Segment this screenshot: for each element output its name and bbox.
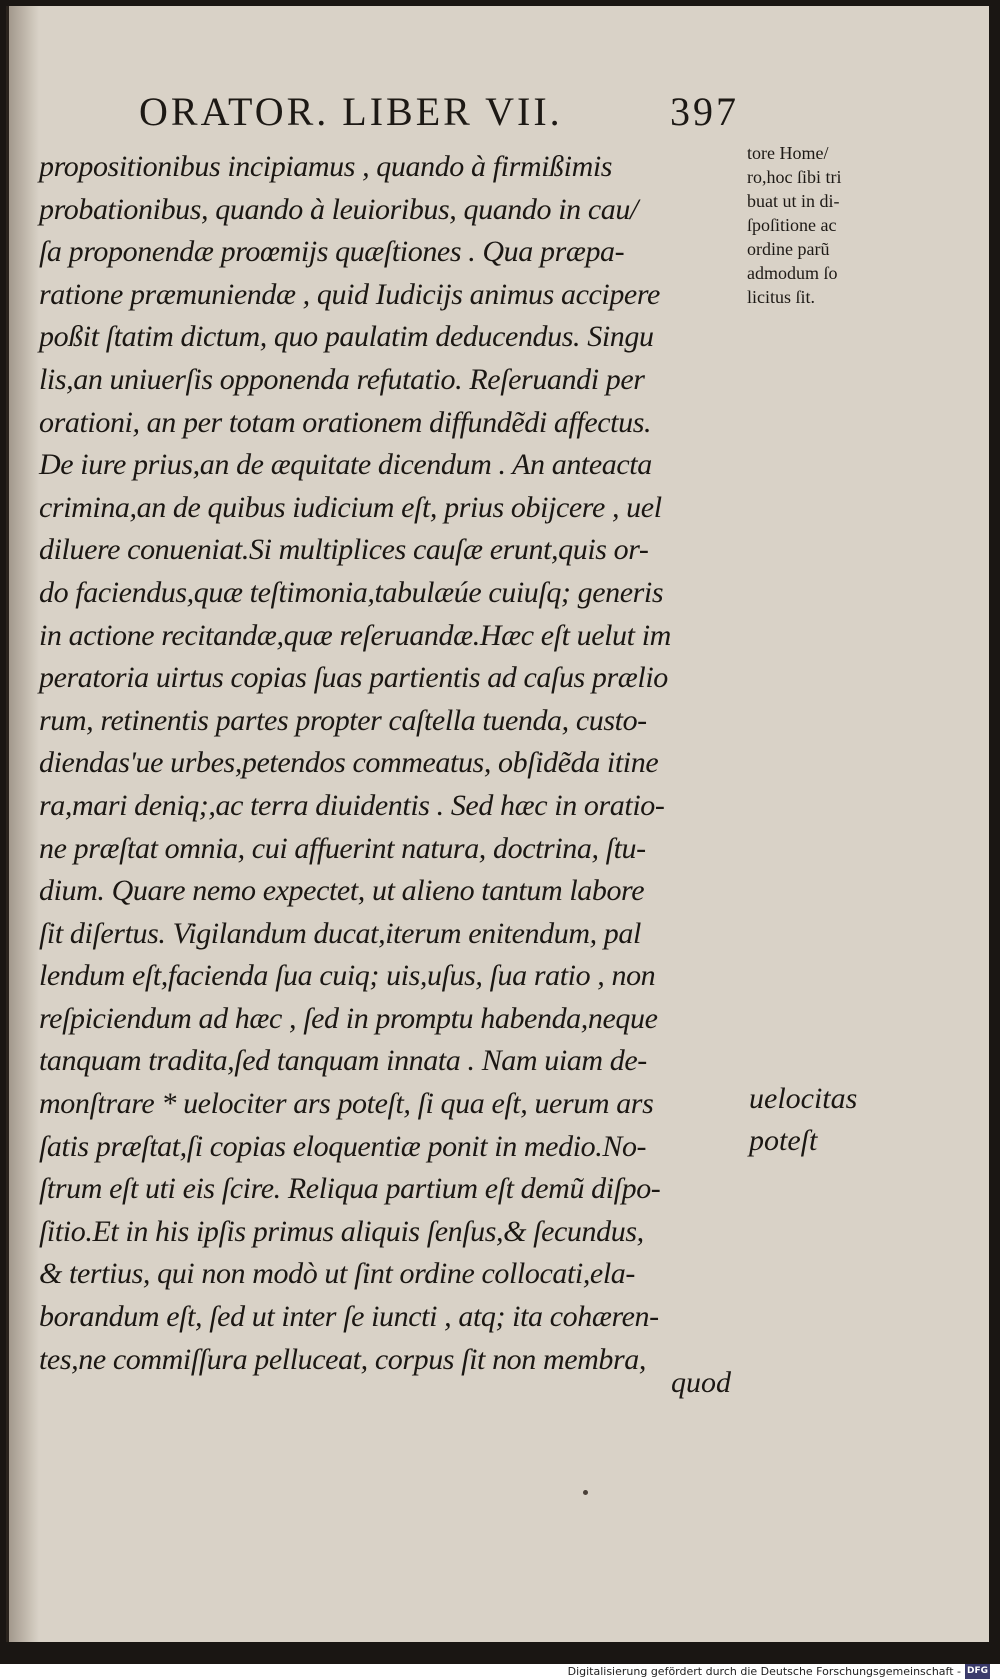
text-line: do faciendus,quæ teſtimonia,tabulæúe cuiuſq; generis bbox=[39, 575, 664, 609]
catchword: quod bbox=[671, 1366, 731, 1399]
text-line: propositionibus incipiamus , quando à firmißimis bbox=[39, 150, 613, 183]
text-line: diluere conueniat.Si multiplices cauſæ erunt,quis or- bbox=[39, 533, 649, 567]
marginal-note-line: buat ut in di- bbox=[747, 191, 840, 211]
text-line: ſit diſertus. Vigilandum ducat,iterum enitendum, pal bbox=[39, 916, 641, 950]
marginal-note-line: ſpoſitione ac bbox=[747, 215, 837, 235]
text-line: rum, retinentis partes propter caſtella tuenda, custo- bbox=[39, 703, 647, 737]
text-line: in actione recitandæ,quæ reſeruandæ.Hæc eſt uelut im bbox=[39, 618, 671, 652]
marginal-note-line: uelocitas bbox=[749, 1082, 858, 1115]
text-line: borandum eſt, ſed ut inter ſe iuncti , atq; ita cohæren- bbox=[39, 1300, 659, 1334]
text-line: & tertius, qui non modò ut ſint ordine collocati,ela- bbox=[39, 1257, 635, 1291]
text-line: tes,ne commiſſura pelluceat, corpus ſit non membra, bbox=[39, 1342, 647, 1376]
header-title: ORATOR. LIBER VII. bbox=[139, 89, 563, 134]
main-text-block bbox=[39, 146, 749, 1381]
text-line: monſtrare * uelociter ars poteſt, ſi qua eſt, uerum ars bbox=[39, 1087, 654, 1121]
marginal-note-line: licitus ſit. bbox=[747, 287, 816, 307]
text-line: ratione præmuniendæ , quid Iudicijs animus accipere bbox=[39, 277, 660, 311]
text-line: ſtrum eſt uti eis ſcire. Reliqua partium eſt demũ diſpo- bbox=[39, 1172, 661, 1206]
text-line: ſa proponendæ proœmijs quæſtiones . Qua præpa- bbox=[39, 235, 625, 269]
text-line: peratoria uirtus copias ſuas partientis ad caſus prælio bbox=[39, 661, 668, 695]
text-line: orationi, an per totam orationem diffundẽdi affectus. bbox=[39, 405, 652, 439]
dfg-logo: DFG bbox=[965, 1664, 990, 1679]
marginal-note-line: ordine parũ bbox=[747, 239, 830, 259]
text-line: poßit ſtatim dictum, quo paulatim deducendus. Singu bbox=[39, 320, 654, 354]
text-line: crimina,an de quibus iudicium eſt, prius obijcere , uel bbox=[39, 490, 662, 524]
paper-speck bbox=[583, 1490, 588, 1495]
text-line: diendas'ue urbes,petendos commeatus, obſidẽda itine bbox=[39, 746, 659, 780]
marginal-note-line: tore Home/ bbox=[747, 143, 829, 163]
text-line: reſpiciendum ad hæc , ſed in promptu habenda,neque bbox=[39, 1001, 658, 1035]
text-line: tanquam tradita,ſed tanquam innata . Nam uiam de- bbox=[39, 1044, 647, 1078]
marginal-note-line: admodum ſo bbox=[747, 263, 838, 283]
digitization-footer bbox=[568, 1664, 990, 1679]
text-line: ſitio.Et in his ipſis primus aliquis ſenſus,& ſecundus, bbox=[39, 1214, 644, 1248]
text-line: De iure prius,an de æquitate dicendum . An anteacta bbox=[39, 448, 652, 482]
text-line: probationibus, quando à leuioribus, quando in cau/ bbox=[39, 192, 638, 226]
text-line: ſatis præſtat,ſi copias eloquentiæ ponit in medio.No- bbox=[39, 1129, 647, 1163]
text-line: lendum eſt,facienda ſua cuiq; uis,uſus, ſua ratio , non bbox=[39, 959, 656, 993]
marginal-note-line: poteſt bbox=[749, 1124, 818, 1157]
page-number: 397 bbox=[670, 89, 739, 134]
footer-credit: Digitalisierung gefördert durch die Deutsche Forschungsgemeinschaft - bbox=[567, 1665, 961, 1678]
running-header bbox=[139, 88, 739, 135]
text-line: dium. Quare nemo expectet, ut alieno tantum labore bbox=[39, 874, 645, 908]
text-line: ne præſtat omnia, cui affuerint natura, doctrina, ſtu- bbox=[39, 831, 646, 865]
text-line: ra,mari deniq;,ac terra diuidentis . Sed hæc in oratio- bbox=[39, 788, 665, 822]
text-line: lis,an uniuerſis opponenda refutatio. Reſeruandi per bbox=[39, 362, 645, 396]
marginal-note-top bbox=[747, 141, 897, 309]
marginal-note-correction bbox=[749, 1078, 857, 1162]
book-page bbox=[6, 6, 989, 1642]
marginal-note-line: ro,hoc ſibi tri bbox=[747, 167, 842, 187]
